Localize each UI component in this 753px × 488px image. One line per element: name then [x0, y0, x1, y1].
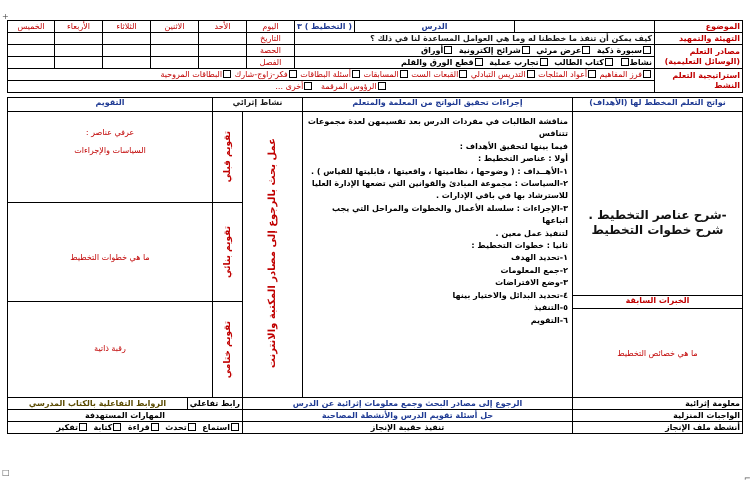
strategy-checkbox[interactable] [223, 70, 231, 78]
subject-label: الموضوع [655, 21, 743, 33]
strategy-item: أخرى ... [275, 81, 304, 91]
stage-1-text-2: السياسات والإجراءات [74, 146, 146, 155]
resource-item: أوراق [421, 45, 444, 55]
resource-checkbox[interactable] [621, 58, 629, 66]
stage-2-label: تقويم بنائي [222, 226, 233, 278]
homework-text: حل أسئلة تقويم الدرس والأنشطة المصاحبة [243, 410, 573, 422]
portfolio-text: تنفيذ حقيبة الإنجاز [243, 422, 573, 434]
strategy-row-1 [8, 69, 655, 81]
evaluation-text-cell [8, 112, 213, 398]
date-cell-2[interactable] [151, 33, 199, 45]
day-sunday: الأحد [199, 21, 247, 33]
procedure-line: ٣-الإجراءات : سلسلة الأعمال والخطوات والمراحل التي يجب اتباعها [332, 203, 568, 226]
activity-header: نشاط إثرائي [213, 98, 303, 112]
enrichment-text: الرجوع إلى مصادر البحث وجمع معلومات إثرائية عن الدرس [243, 398, 573, 410]
resource-item: نشاط [629, 57, 652, 67]
strategy-item: البطاقات المروحية [160, 69, 223, 79]
link-text[interactable]: الروابط التفاعلية بالكتاب المدرسي [8, 398, 188, 410]
procedure-line: ٥-التنفيذ [533, 303, 568, 313]
strategy-label: استراتيجية التعلم النشط [655, 69, 743, 93]
procedure-line: ثانيا : خطوات التخطيط : [471, 241, 568, 251]
date-cell-1[interactable] [199, 33, 247, 45]
date-label: التاريخ [247, 33, 295, 45]
day-monday: الاثنين [151, 21, 199, 33]
procedure-line: لتنفيذ عمل معين . [495, 228, 568, 238]
intro-text: كيف يمكن أن تنفذ ما خططنا له وما هي العوامل المساعدة لنا في ذلك ؟ [295, 33, 655, 45]
skill-checkbox[interactable] [188, 423, 196, 431]
strategy-checkbox[interactable] [459, 70, 467, 78]
resources-row-2 [295, 57, 655, 69]
outcome-line-1: -شرح عناصر التخطيط . [588, 208, 727, 223]
day-label: اليوم [247, 21, 295, 33]
evaluation-stages-cell [213, 112, 243, 398]
class-cell-1[interactable] [199, 57, 247, 69]
resource-checkbox[interactable] [522, 46, 530, 54]
corner-mark: + [2, 12, 9, 21]
skill-item: تحدث [165, 422, 187, 432]
outcome-line-2: شرح خطوات التخطيط [591, 223, 724, 238]
subject-value[interactable] [515, 21, 655, 33]
day-wednesday: الأربعاء [55, 21, 103, 33]
stage-3-label: تقويم ختامي [222, 320, 233, 379]
resource-item: شرائح إلكترونية [458, 45, 521, 55]
skills-row [8, 422, 243, 434]
period-cell-3[interactable] [103, 45, 151, 57]
resource-checkbox[interactable] [643, 46, 651, 54]
period-label: الحصة [247, 45, 295, 57]
date-cell-4[interactable] [55, 33, 103, 45]
strategy-item: المسابقات [363, 69, 399, 79]
procedure-line: ٢-جمع المعلومات [500, 265, 568, 275]
resource-item: قطع الورق والقلم [401, 57, 474, 67]
strategy-checkbox[interactable] [643, 70, 651, 78]
strategy-item: التدريس التبادلي [470, 69, 526, 79]
procedure-line: فيما بينها لتحقيق الأهداف : [459, 141, 568, 151]
homework-label: الواجبات المنزلية [573, 410, 743, 422]
resource-item: سبورة ذكية [596, 45, 642, 55]
period-cell-1[interactable] [199, 45, 247, 57]
strategy-checkbox[interactable] [400, 70, 408, 78]
lesson-plan-page [8, 20, 743, 468]
activity-cell [243, 112, 303, 398]
resource-checkbox[interactable] [605, 58, 613, 66]
strategy-item: القبعات الست [411, 69, 459, 79]
outcomes-header: نواتج التعلم المخطط لها (الأهداف) [573, 98, 743, 112]
class-cell-3[interactable] [103, 57, 151, 69]
strategy-checkbox[interactable] [378, 82, 386, 90]
class-label: الفصل [247, 57, 295, 69]
skill-checkbox[interactable] [113, 423, 121, 431]
skill-item: تفكير [56, 422, 78, 432]
procedure-line: ٢-السياسات : مجموعة المبادئ والقوانين التي تضعها الإدارة العليا [311, 179, 568, 189]
resource-checkbox[interactable] [444, 46, 452, 54]
procedure-line: مناقشة الطالبات في مفردات الدرس بعد تقسيمهن لعدة مجموعات تتنافس [307, 117, 568, 139]
outcomes-cell [573, 112, 743, 296]
strategy-item: فكر-زاوج-شارك [234, 69, 288, 79]
procedure-line: ٣-وضع الافتراضات [495, 278, 568, 288]
day-thursday: الخميس [8, 21, 55, 33]
procedure-line: للاسترشاد بها في باقي الإدارات . [435, 191, 568, 201]
resources-row-1 [295, 45, 655, 57]
prior-text: ما هي خصائص التخطيط [617, 348, 698, 358]
resource-item: تجارب عملية [489, 57, 539, 67]
strategy-checkbox[interactable] [527, 70, 535, 78]
date-cell-5[interactable] [8, 33, 55, 45]
header-table [7, 20, 743, 93]
day-tuesday: الثلاثاء [103, 21, 151, 33]
lesson-label: الدرس [355, 21, 515, 33]
procedure-line: ١-تحديد الهدف [511, 253, 568, 263]
strategy-item: أعواد المثلجات [538, 69, 588, 79]
corner-mark-right: ⌐ [744, 474, 751, 483]
resource-checkbox[interactable] [540, 58, 548, 66]
intro-label: التهيئة والتمهيد [655, 33, 743, 45]
skills-label: المهارات المستهدفة [8, 410, 243, 422]
activity-text: عمل بحث بالرجوع إلى مصادر المكتبة والانترنت [266, 137, 278, 369]
footer-table [7, 397, 743, 434]
corner-mark-bottom: □ [2, 468, 10, 477]
skill-checkbox[interactable] [79, 423, 87, 431]
skill-checkbox[interactable] [151, 423, 159, 431]
resource-item: كتاب الطالب [554, 57, 604, 67]
period-cell-2[interactable] [151, 45, 199, 57]
strategy-item: الرؤوس المرقمة [321, 81, 377, 91]
link-label: رابط تفاعلي [188, 398, 243, 410]
main-table [7, 97, 743, 398]
skill-checkbox[interactable] [231, 423, 239, 431]
stage-3-text: رقبة ذاتية [94, 344, 126, 353]
procedure-line: ٦-التقويم [530, 315, 568, 325]
prior-label: الخبرات السابقة [573, 296, 742, 309]
procedure-line: أولا : عناصر التخطيط : [477, 154, 568, 164]
resource-checkbox[interactable] [475, 58, 483, 66]
period-cell-4[interactable] [55, 45, 103, 57]
strategy-item: فرز المفاهيم [599, 69, 642, 79]
strategy-item: أسئلة البطاقات [300, 69, 351, 79]
stage-1-label: تقويم قبلي [222, 131, 233, 183]
enrichment-label: معلومة إثرائية [573, 398, 743, 410]
class-cell-2[interactable] [151, 57, 199, 69]
resources-label: مصادر التعلم (الوسائل التعليمية) [655, 45, 743, 69]
portfolio-label: أنشطة ملف الإنجاز [573, 422, 743, 434]
skill-item: استماع [202, 422, 230, 432]
skill-item: كتابة [93, 422, 113, 432]
strategy-checkbox[interactable] [289, 70, 297, 78]
plan-label: ( التخطيط ) ٣ [295, 21, 355, 33]
procedure-line: ٤-تحديد البدائل والاختيار بينها [452, 290, 568, 300]
procedures-header: إجراءات تحقيق النواتج من المعلمة والمتعلم [303, 98, 573, 112]
evaluation-header: التقويم [8, 98, 213, 112]
procedure-line: ١-الأهــداف : ( وضوحها ، نظاميتها ، واقعيتها ، قابليتها للقياس ) . [311, 166, 568, 176]
strategy-row-2 [8, 81, 655, 93]
strategy-checkbox[interactable] [588, 70, 596, 78]
class-cell-5[interactable] [8, 57, 55, 69]
resource-item: عرض مرئي [536, 45, 582, 55]
strategy-checkbox[interactable] [304, 82, 312, 90]
resource-checkbox[interactable] [582, 46, 590, 54]
period-cell-5[interactable] [8, 45, 55, 57]
stage-2-text: ما هي خطوات التخطيط [70, 253, 150, 262]
date-cell-3[interactable] [103, 33, 151, 45]
strategy-checkbox[interactable] [352, 70, 360, 78]
class-cell-4[interactable] [55, 57, 103, 69]
stage-1-text-1: عرفي عناصر : [85, 128, 135, 137]
prior-knowledge-cell [573, 295, 743, 397]
procedures-cell [303, 112, 573, 398]
skill-item: قراءة [127, 422, 150, 432]
